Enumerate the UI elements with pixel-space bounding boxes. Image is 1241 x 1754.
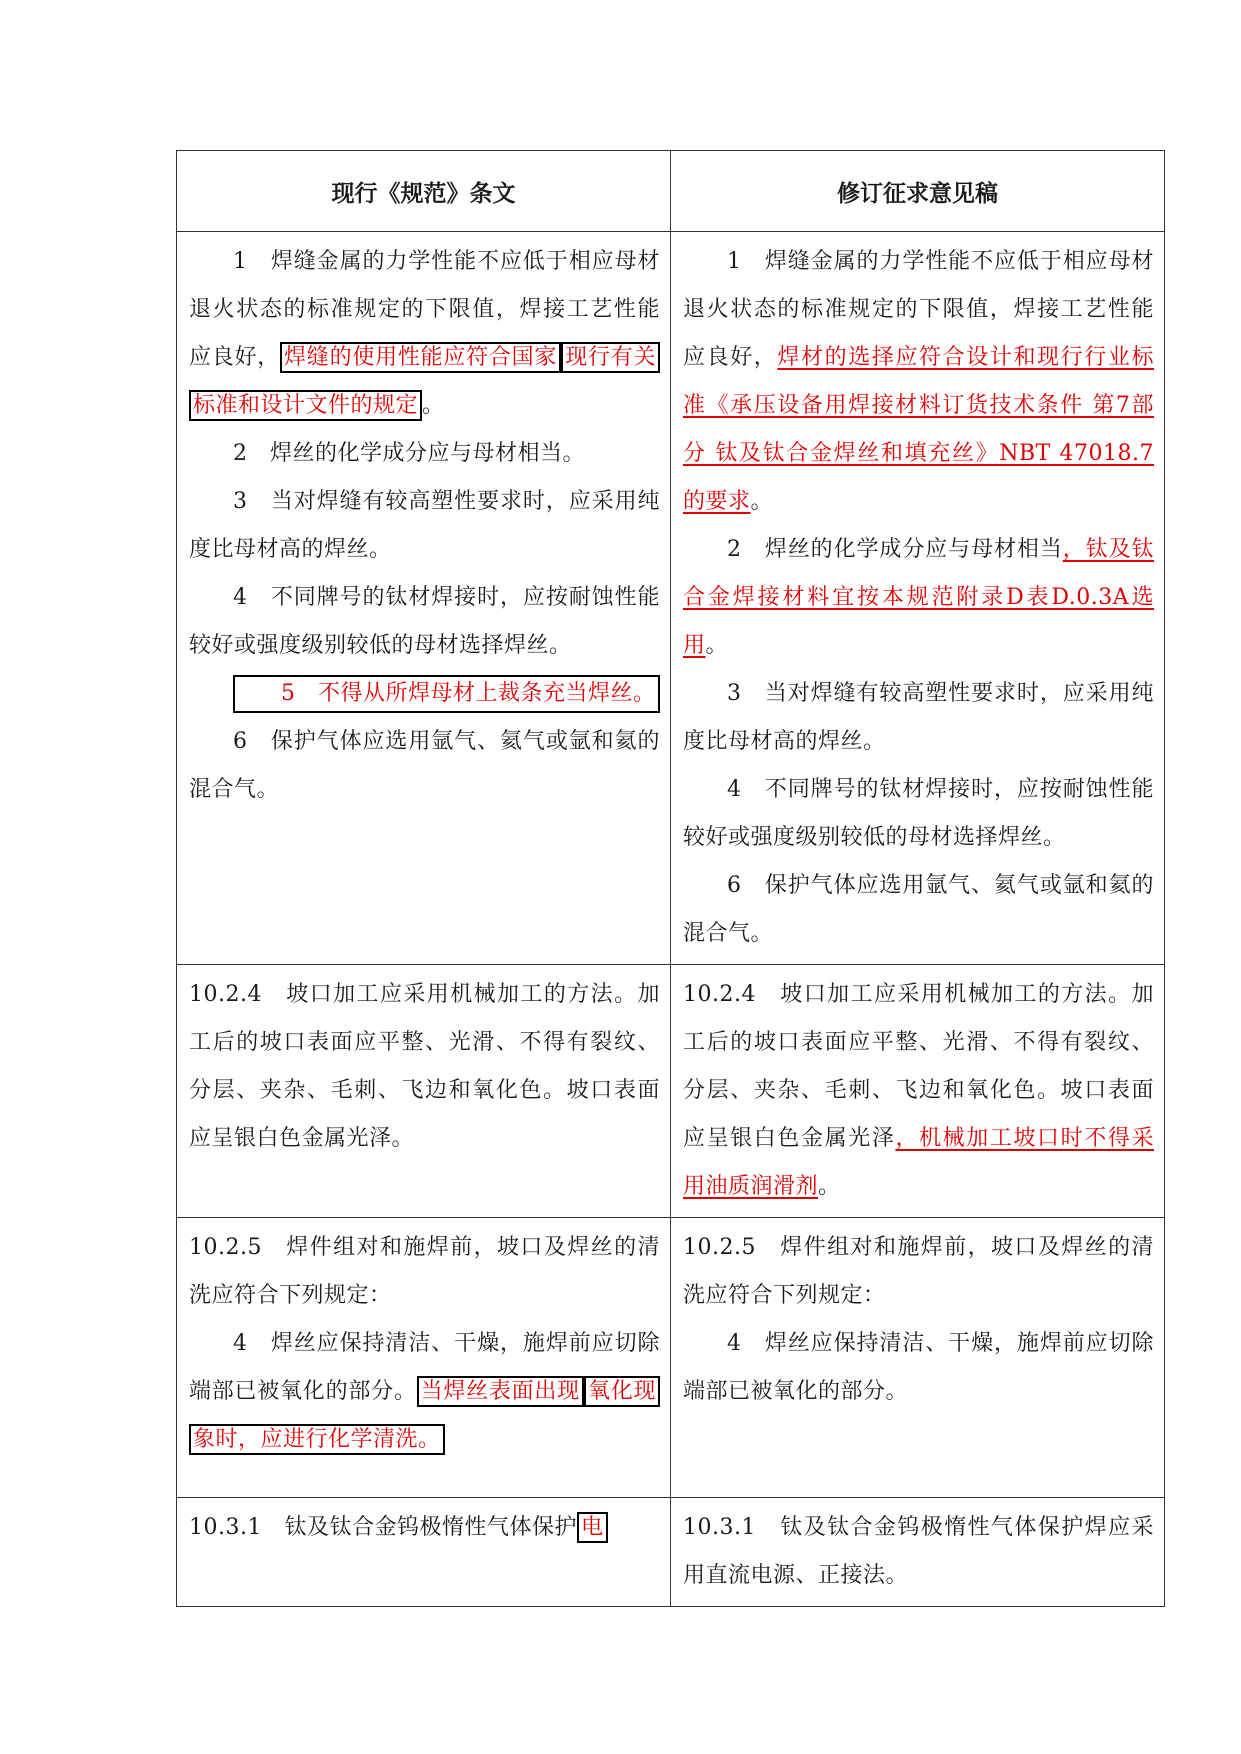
- clause-4: 4 不同牌号的钛材焊接时，应按耐蚀性能较好或强度级别较低的母材选择焊丝。: [683, 777, 1154, 850]
- clause-6: 6 保护气体应选用氩气、氦气或氩和氦的混合气。: [683, 873, 1154, 946]
- clause-10-2-5-4: 4 焊丝应保持清洁、干燥，施焊前应切除端部已被氧化的部分。: [683, 1331, 1154, 1404]
- cell-revised: [671, 1218, 1165, 1498]
- cell-current: [177, 1218, 671, 1498]
- clause-1: 1 焊缝金属的力学性能不应低于相应母材退火状态的标准规定的下限值，焊接工艺性能应良好， 焊缝的使用性能应符合国家 现行有关标准和设计文件的规定 。: [189, 238, 660, 430]
- cell-revised: [671, 1498, 1165, 1607]
- clause-2: 2 焊丝的化学成分应与母材相当。: [233, 441, 585, 466]
- clause-6: 6 保护气体应选用氩气、氦气或氩和氦的混合气。: [189, 729, 660, 802]
- cell-revised: [671, 232, 1165, 965]
- clause-10-2-5: 10.2.5 焊件组对和施焊前，坡口及焊丝的清洗应符合下列规定：: [189, 1235, 660, 1308]
- clause-1: 1 焊缝金属的力学性能不应低于相应母材退火状态的标准规定的下限值，焊接工艺性能应良好，焊材的选择应符合设计和现行行业标准《承压设备用焊接材料订货技术条件 第7部分 钛及钛合金焊丝和填充丝》NBT 47018.7的要求。: [683, 249, 1154, 514]
- boxed-deleted-text: 焊缝的使用性能应符合国家: [280, 342, 561, 373]
- header-current-clause: 现行《规范》条文: [177, 151, 671, 232]
- cell-revised: [671, 965, 1165, 1218]
- clause-10-2-4: 10.2.4 坡口加工应采用机械加工的方法。加工后的坡口表面应平整、光滑、不得有裂纹、分层、夹杂、毛刺、飞边和氧化色。坡口表面应呈银白色金属光泽，机械加工坡口时不得采用油质润滑剂。: [683, 982, 1154, 1199]
- table-row: [177, 1498, 1165, 1607]
- clause-10-2-4: 10.2.4 坡口加工应采用机械加工的方法。加工后的坡口表面应平整、光滑、不得有裂纹、分层、夹杂、毛刺、飞边和氧化色。坡口表面应呈银白色金属光泽。: [189, 982, 660, 1151]
- cell-current: [177, 965, 671, 1218]
- clause-4: 4 不同牌号的钛材焊接时，应按耐蚀性能较好或强度级别较低的母材选择焊丝。: [189, 585, 660, 658]
- cell-current: [177, 1498, 671, 1607]
- clause-10-2-5: 10.2.5 焊件组对和施焊前，坡口及焊丝的清洗应符合下列规定：: [683, 1235, 1154, 1308]
- clause-10-3-1: 10.3.1 钛及钛合金钨极惰性气体保护焊应采用直流电源、正接法。: [683, 1515, 1154, 1588]
- table-row: [177, 232, 1165, 965]
- cell-current: [177, 232, 671, 965]
- inserted-text: ，钛及钛合金焊接材料宜按本规范附录D表D.0.3A选用: [683, 537, 1154, 658]
- clause-2: 2 焊丝的化学成分应与母材相当，钛及钛合金焊接材料宜按本规范附录D表D.0.3A选用。: [683, 537, 1154, 658]
- comparison-table: [176, 150, 1165, 1607]
- clause-5-deleted: 5 不得从所焊母材上裁条充当焊丝。: [189, 670, 660, 718]
- clause-3: 3 当对焊缝有较高塑性要求时，应采用纯度比母材高的焊丝。: [189, 489, 660, 562]
- clause-3: 3 当对焊缝有较高塑性要求时，应采用纯度比母材高的焊丝。: [683, 681, 1154, 754]
- table-row: [177, 1218, 1165, 1498]
- clause-10-2-5-4: 4 焊丝应保持清洁、干燥，施焊前应切除端部已被氧化的部分。 当焊丝表面出现 氧化现象时，应进行化学清洗。: [189, 1320, 660, 1464]
- clause-10-3-1: 10.3.1 钛及钛合金钨极惰性气体保护 电: [189, 1504, 660, 1552]
- header-revised-draft: 修订征求意见稿: [671, 151, 1165, 232]
- boxed-deleted-text: 氧化现象时，应进行化学清洗。: [189, 1376, 660, 1455]
- table-row: [177, 965, 1165, 1218]
- table-header-row: [177, 151, 1165, 232]
- inserted-text: 焊材的选择应符合设计和现行行业标准《承压设备用焊接材料订货技术条件 第7部分 钛及钛合金焊丝和填充丝》NBT 47018.7的要求: [683, 345, 1154, 514]
- inserted-text: ，机械加工坡口时不得采用油质润滑剂: [683, 1126, 1154, 1199]
- boxed-deleted-text: 现行有关标准和设计文件的规定: [189, 342, 660, 421]
- boxed-deleted-text: 当焊丝表面出现: [417, 1376, 584, 1407]
- boxed-deleted-text: 电: [577, 1512, 608, 1543]
